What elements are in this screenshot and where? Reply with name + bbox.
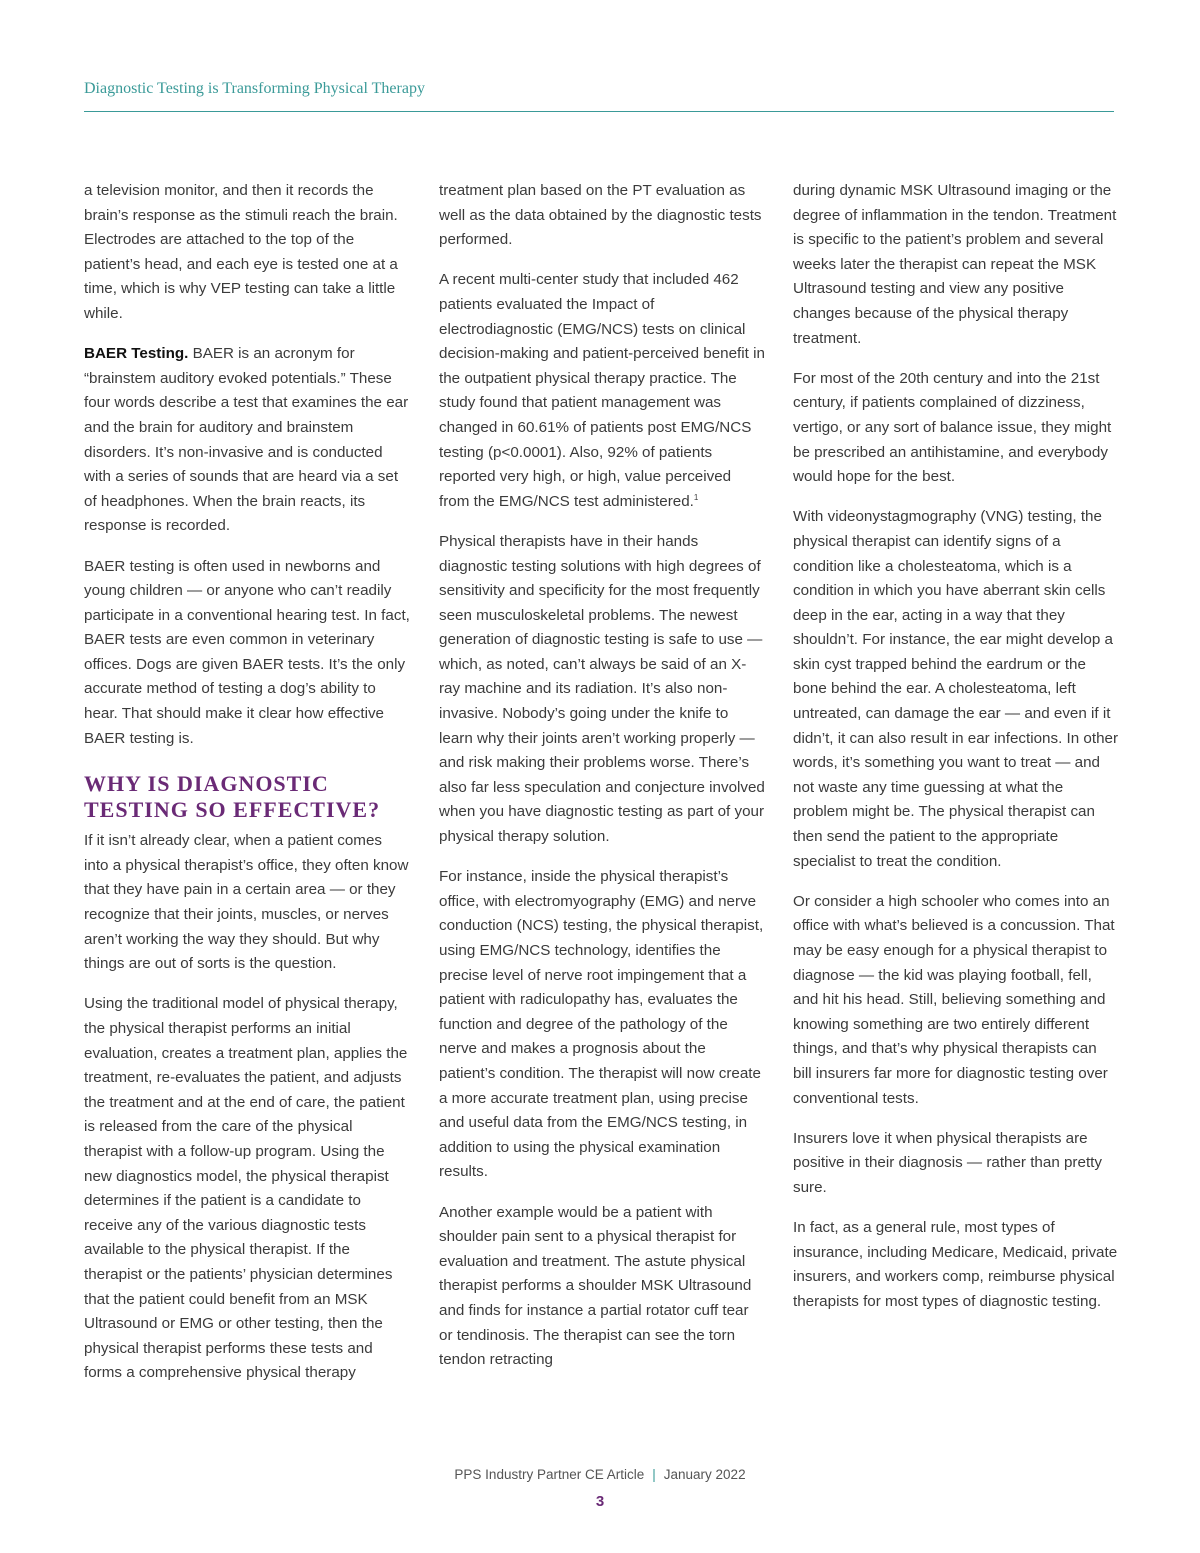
- running-title: Diagnostic Testing is Transforming Physical Therapy: [84, 80, 425, 97]
- paragraph: during dynamic MSK Ultrasound imaging or the degree of inflammation in the tendon. Treatment is specific to the patient’s problem and several weeks later the therapist can repeat the MSK Ultrasound testing and view any positive changes because of the physical therapy treatment.: [793, 182, 1117, 347]
- section-heading: [84, 771, 410, 823]
- paragraph: With videonystagmography (VNG) testing, the physical therapist can identify signs of a condition like a cholesteatoma, which is a condition in which you have aberrant skin cells deep in the ear, acting in a way that they shouldn’t. For instance, the ear might develop a skin cyst trapped behind the eardrum or the bone behind the ear. A cholesteatoma, left untreated, can damage the ear — and even if it didn’t, it can also result in ear infections. In other words, it’s something you want to treat — and not waste any time guessing at what the problem might be. The physical therapist can then send the patient to the appropriate specialist to treat the condition.: [793, 508, 1119, 870]
- paragraph: Or consider a high schooler who comes into an office with what’s believed is a concussion. That may be easy enough for a physical therapist to diagnose — the kid was playing football, fell, and hit his head. Still, believing something and knowing something are two entirely different things, and that’s why physical therapists can bill insurers far more for diagnostic testing over conventional tests.: [793, 892, 1115, 1107]
- paragraph: Using the traditional model of physical therapy, the physical therapist performs an initial evaluation, creates a treatment plan, applies the treatment, re-evaluates the patient, and adjusts the treatment and at the end of care, the patient is released from the care of the physical therapist with a follow-up program. Using the new diagnostics model, the physical therapist determines if the patient is a candidate to receive any of the various diagnostic tests available to the physical therapist. If the therapist or the patients’ physician determines that the patient could benefit from an MSK Ultrasound or EMG or other testing, then the physical therapist performs these tests and forms a comprehensive physical therapy: [84, 995, 408, 1382]
- paragraph-study: [439, 268, 765, 514]
- footer-date: January 2022: [663, 1467, 746, 1482]
- footnote-marker: 1: [693, 492, 699, 502]
- paragraph: In fact, as a general rule, most types of insurance, including Medicare, Medicaid, private insurers, and workers comp, reimburse physical therapists for most types of diagnostic testing.: [793, 1219, 1118, 1310]
- heading-line-2: TESTING SO EFFECTIVE?: [84, 797, 381, 823]
- page-footer: [0, 1467, 1200, 1482]
- paragraph: a television monitor, and then it records the brain’s response as the stimuli reach the brain. Electrodes are attached to the top of the patient’s head, and each eye is tested one at a time, which is why VEP testing can take a little while.: [84, 182, 398, 322]
- column-1: [84, 179, 410, 1402]
- paragraph: For instance, inside the physical therapist’s office, with electromyography (EMG) and nerve conduction (NCS) testing, the physical therapist, using EMG/NCS technology, identifies the precise level of nerve root impingement that a patient with radiculopathy has, evaluates the function and degree of the pathology of the nerve and makes a prognosis about the patient’s condition. The therapist will now create a more accurate treatment plan, using precise and useful data from the EMG/NCS testing, in addition to using the physical examination results.: [439, 868, 764, 1181]
- paragraph: Insurers love it when physical therapists are positive in their diagnosis — rather than pretty sure.: [793, 1129, 1102, 1196]
- header-divider: [84, 111, 1114, 112]
- paragraph: Physical therapists have in their hands diagnostic testing solutions with high degrees of sensitivity and specificity for the most frequently seen musculoskeletal problems. The newest generation of diagnostic testing is safe to use — which, as noted, can’t always be said of an X-ray machine and its radiation. It’s also non-invasive. Nobody’s going under the knife to learn why their joints aren’t working properly — and risk making their problems worse. There’s also far less speculation and conjecture involved when you have diagnostic testing as part of your physical therapy solution.: [439, 532, 765, 846]
- footer-separator: |: [652, 1467, 656, 1482]
- heading-line-1: WHY IS DIAGNOSTIC: [84, 771, 329, 797]
- column-3: [793, 179, 1119, 1330]
- baer-lead-in: BAER Testing.: [84, 345, 189, 363]
- study-text: A recent multi-center study that included 462 patients evaluated the Impact of electrodiagnostic (EMG/NCS) tests on clinical decision-making and patient-perceived benefit in the outpatient physical therapy practice. The study found that patient management was changed in 60.61% of patients post EMG/NCS testing (p<0.0001). Also, 92% of patients reported very high, or high, value perceived from the EMG/NCS test administered.: [439, 271, 765, 510]
- paragraph: For most of the 20th century and into the 21st century, if patients complained of dizziness, vertigo, or any sort of balance issue, they might be prescribed an antihistamine, and everybody would hope for the best.: [793, 369, 1112, 486]
- paragraph: treatment plan based on the PT evaluation as well as the data obtained by the diagnostic tests performed.: [439, 182, 762, 249]
- page-number: 3: [595, 1493, 605, 1510]
- paragraph: Another example would be a patient with shoulder pain sent to a physical therapist for evaluation and treatment. The astute physical therapist performs a shoulder MSK Ultrasound and finds for instance a partial rotator cuff tear or tendinosis. The therapist can see the torn tendon retracting: [439, 1203, 752, 1369]
- column-2: [439, 179, 765, 1388]
- paragraph: BAER testing is often used in newborns and young children — or anyone who can’t readily participate in a conventional hearing test. In fact, BAER tests are even common in veterinary offices. Dogs are given BAER tests. It’s the only accurate method of testing a dog’s ability to hear. That should make it clear how effective BAER testing is.: [84, 557, 410, 747]
- footer-publication: PPS Industry Partner CE Article: [454, 1467, 645, 1482]
- paragraph-baer: [84, 342, 410, 539]
- paragraph: If it isn’t already clear, when a patient comes into a physical therapist’s office, they often know that they have pain in a certain area — or they recognize that their joints, muscles, or nerves aren’t working the way they should. But why things are out of sorts is the question.: [84, 832, 409, 973]
- baer-text: BAER is an acronym for “brainstem auditory evoked potentials.” These four words describe a test that examines the ear and the brain for auditory and brainstem disorders. It’s non-invasive and is conducted with a series of sounds that are heard via a set of headphones. When the brain reacts, its response is recorded.: [84, 345, 409, 535]
